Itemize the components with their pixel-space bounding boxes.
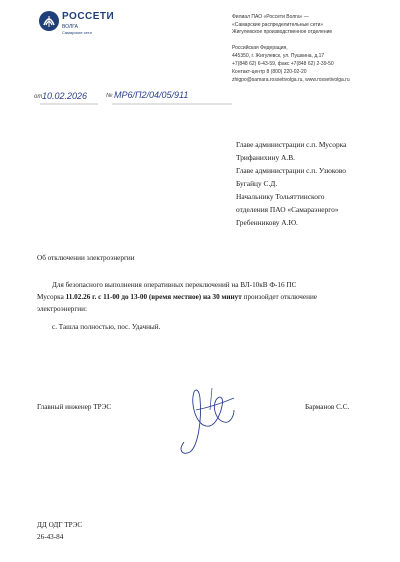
signer-position: Главный инженер ТРЭС (37, 403, 112, 411)
header-line: Филиал ПАО «Россети Волга» — (232, 14, 309, 20)
registration-line (34, 90, 234, 108)
number-underline (112, 102, 232, 106)
date-underline (40, 102, 98, 106)
addressee-line: отделения ПАО «Самараэнерго» (236, 205, 339, 214)
addressee-line: Главе администрации с.п. Узюково (236, 166, 346, 175)
header-line: zhigpo@samara.rossetivolga.ru, www.rossetivolga.ru (232, 77, 350, 83)
rosseti-logo-icon (38, 10, 60, 32)
body-line-2 (37, 293, 317, 301)
handwritten-date: 10.02.2026 (42, 91, 88, 101)
footer-line: 26-43-84 (37, 533, 64, 541)
addressee-line: Трифанихину А.В. (236, 153, 295, 162)
logo-subtitle: ВОЛГА (62, 24, 78, 30)
body-line-3: электроэнергии: (37, 305, 87, 313)
header-line: 445350, г. Жигулевск, ул. Пушкина, д.17 (232, 53, 325, 59)
number-prefix: № (106, 93, 113, 99)
body-highlight: 11.02.26 г. с 11-00 до 13-00 (время местное) на 30 минут (65, 293, 242, 301)
header-line: Контакт-центр 8 (800) 220-02-20 (232, 69, 307, 75)
date-prefix: от (34, 94, 43, 100)
header-line: Российская Федерация, (232, 45, 288, 51)
signer-name: Барманов С.С. (305, 403, 350, 411)
addressee-line: Бугайцу С.Д. (236, 179, 278, 188)
company-logo (38, 10, 148, 50)
handwritten-signature (176, 380, 238, 458)
addressee-line: Главе администрации с.п. Мусорка (236, 140, 347, 149)
footer-line: ДД ОДГ ТРЭС (37, 521, 83, 529)
body-line-1: Для безопасного выполнения оперативных переключений на ВЛ-10кВ Ф-16 ПС (52, 281, 297, 289)
body-text: Мусорка (37, 293, 66, 301)
header-line: «Самарские распределительные сети» (232, 21, 324, 28)
logo-subtitle-2: Самарские сети (62, 30, 92, 35)
header-line: +7(848 62) 6-43-59, факс +7(848 62) 2-39-50 (232, 61, 334, 67)
body-text: произойдет отключение (241, 293, 317, 301)
addressee-line: Гребенникову А.Ю. (236, 218, 298, 227)
handwritten-number: МР6/П2/04/05/911 (114, 90, 189, 100)
letter-subject: Об отключении электроэнергии (37, 254, 135, 262)
header-line: Жигулевское производственное отделение (232, 29, 333, 35)
logo-name: РОССЕТИ (62, 11, 115, 22)
body-line-4: с. Ташла полностью, пос. Удачный. (52, 323, 161, 331)
addressee-line: Начальнику Тольяттинского (236, 192, 325, 201)
